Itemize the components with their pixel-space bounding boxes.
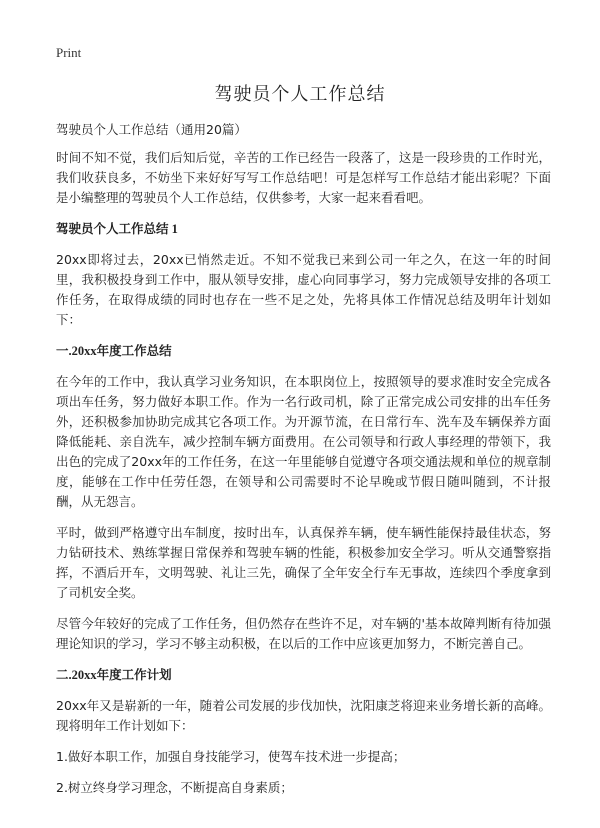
part2-paragraph-1: 20xx年又是崭新的一年，随着公司发展的步伐加快，沈阳康芝将迎来业务增长新的高峰。现将明年工作计划如下： xyxy=(56,698,551,733)
part1-paragraph-2: 平时，做到严格遵守出车制度，按时出车，认真保养车辆，使车辆性能保持最佳状态，努力钻研技术、熟练掌握日常保养和驾驶车辆的性能，积极参加安全学习。听从交通警察指挥，不酒后开车，文明驾驶、礼让三先，确保了全年安全行车无事故，连续四个季度拿到了司机安全奖。 xyxy=(56,525,551,600)
plan-item-2: 2.树立终身学习理念，不断提高自身素质； xyxy=(56,780,293,795)
part2-heading xyxy=(56,665,551,685)
part1-paragraph-3: 尽管今年较好的完成了工作任务，但仍然存在些许不足，对车辆的'基本故障判断有待加强理论知识的学习，学习不够主动积极，在以后的工作中应该更加努力，不断完善自己。 xyxy=(56,616,551,651)
section-heading xyxy=(56,219,551,239)
part2-heading-text: 二.20xx年度工作计划 xyxy=(56,668,172,682)
document-subtitle: 驾驶员个人工作总结（通用20篇） xyxy=(56,122,247,137)
part1-paragraph-1: 在今年的工作中，我认真学习业务知识，在本职岗位上，按照领导的要求准时安全完成各项出车任务，努力做好本职工作。作为一名行政司机，除了正常完成公司安排的出车任务外，还积极参加协助完成其它各项工作。为开源节流，在日常行车、洗车及车辆保养方面降低能耗、亲自洗车，减少控制车辆方面费用。在公司领导和行政人事经理的带领下，我出色的完成了20xx年的工作任务，在这一年里能够自觉遵守各项交通法规和单位的规章制度，能够在工作中任劳任怨，在领导和公司需要时不论早晚或节假日随叫随到，不计报酬，从无怨言。 xyxy=(56,374,551,509)
intro-paragraph: 时间不知不觉，我们后知后觉，辛苦的工作已经告一段落了，这是一段珍贵的工作时光，我们收获良多，不妨坐下来好好写写工作总结吧！可是怎样写工作总结才能出彩呢？下面是小编整理的驾驶员个人工作总结，仅供参考，大家一起来看看吧。 xyxy=(56,150,551,205)
part1-heading-text: 一.20xx年度工作总结 xyxy=(56,344,172,358)
plan-item-1: 1.做好本职工作，加强自身技能学习，使驾车技术进一步提高； xyxy=(56,749,406,764)
section-paragraph: 20xx即将过去，20xx已悄然走近。不知不觉我已来到公司一年之久，在这一年的时间里，我积极投身到工作中，服从领导安排，虚心向同事学习，努力完成领导安排的各项工作任务，在取得成绩的同时也存在一些不足之处，先将具体工作情况总结及明年计划如下： xyxy=(56,252,551,327)
part1-heading xyxy=(56,341,551,361)
document-body xyxy=(56,120,551,809)
section-heading-text: 驾驶员个人工作总结 1 xyxy=(56,222,178,236)
print-link[interactable]: Print xyxy=(56,45,82,60)
page-title: 驾驶员个人工作总结 xyxy=(214,84,386,105)
